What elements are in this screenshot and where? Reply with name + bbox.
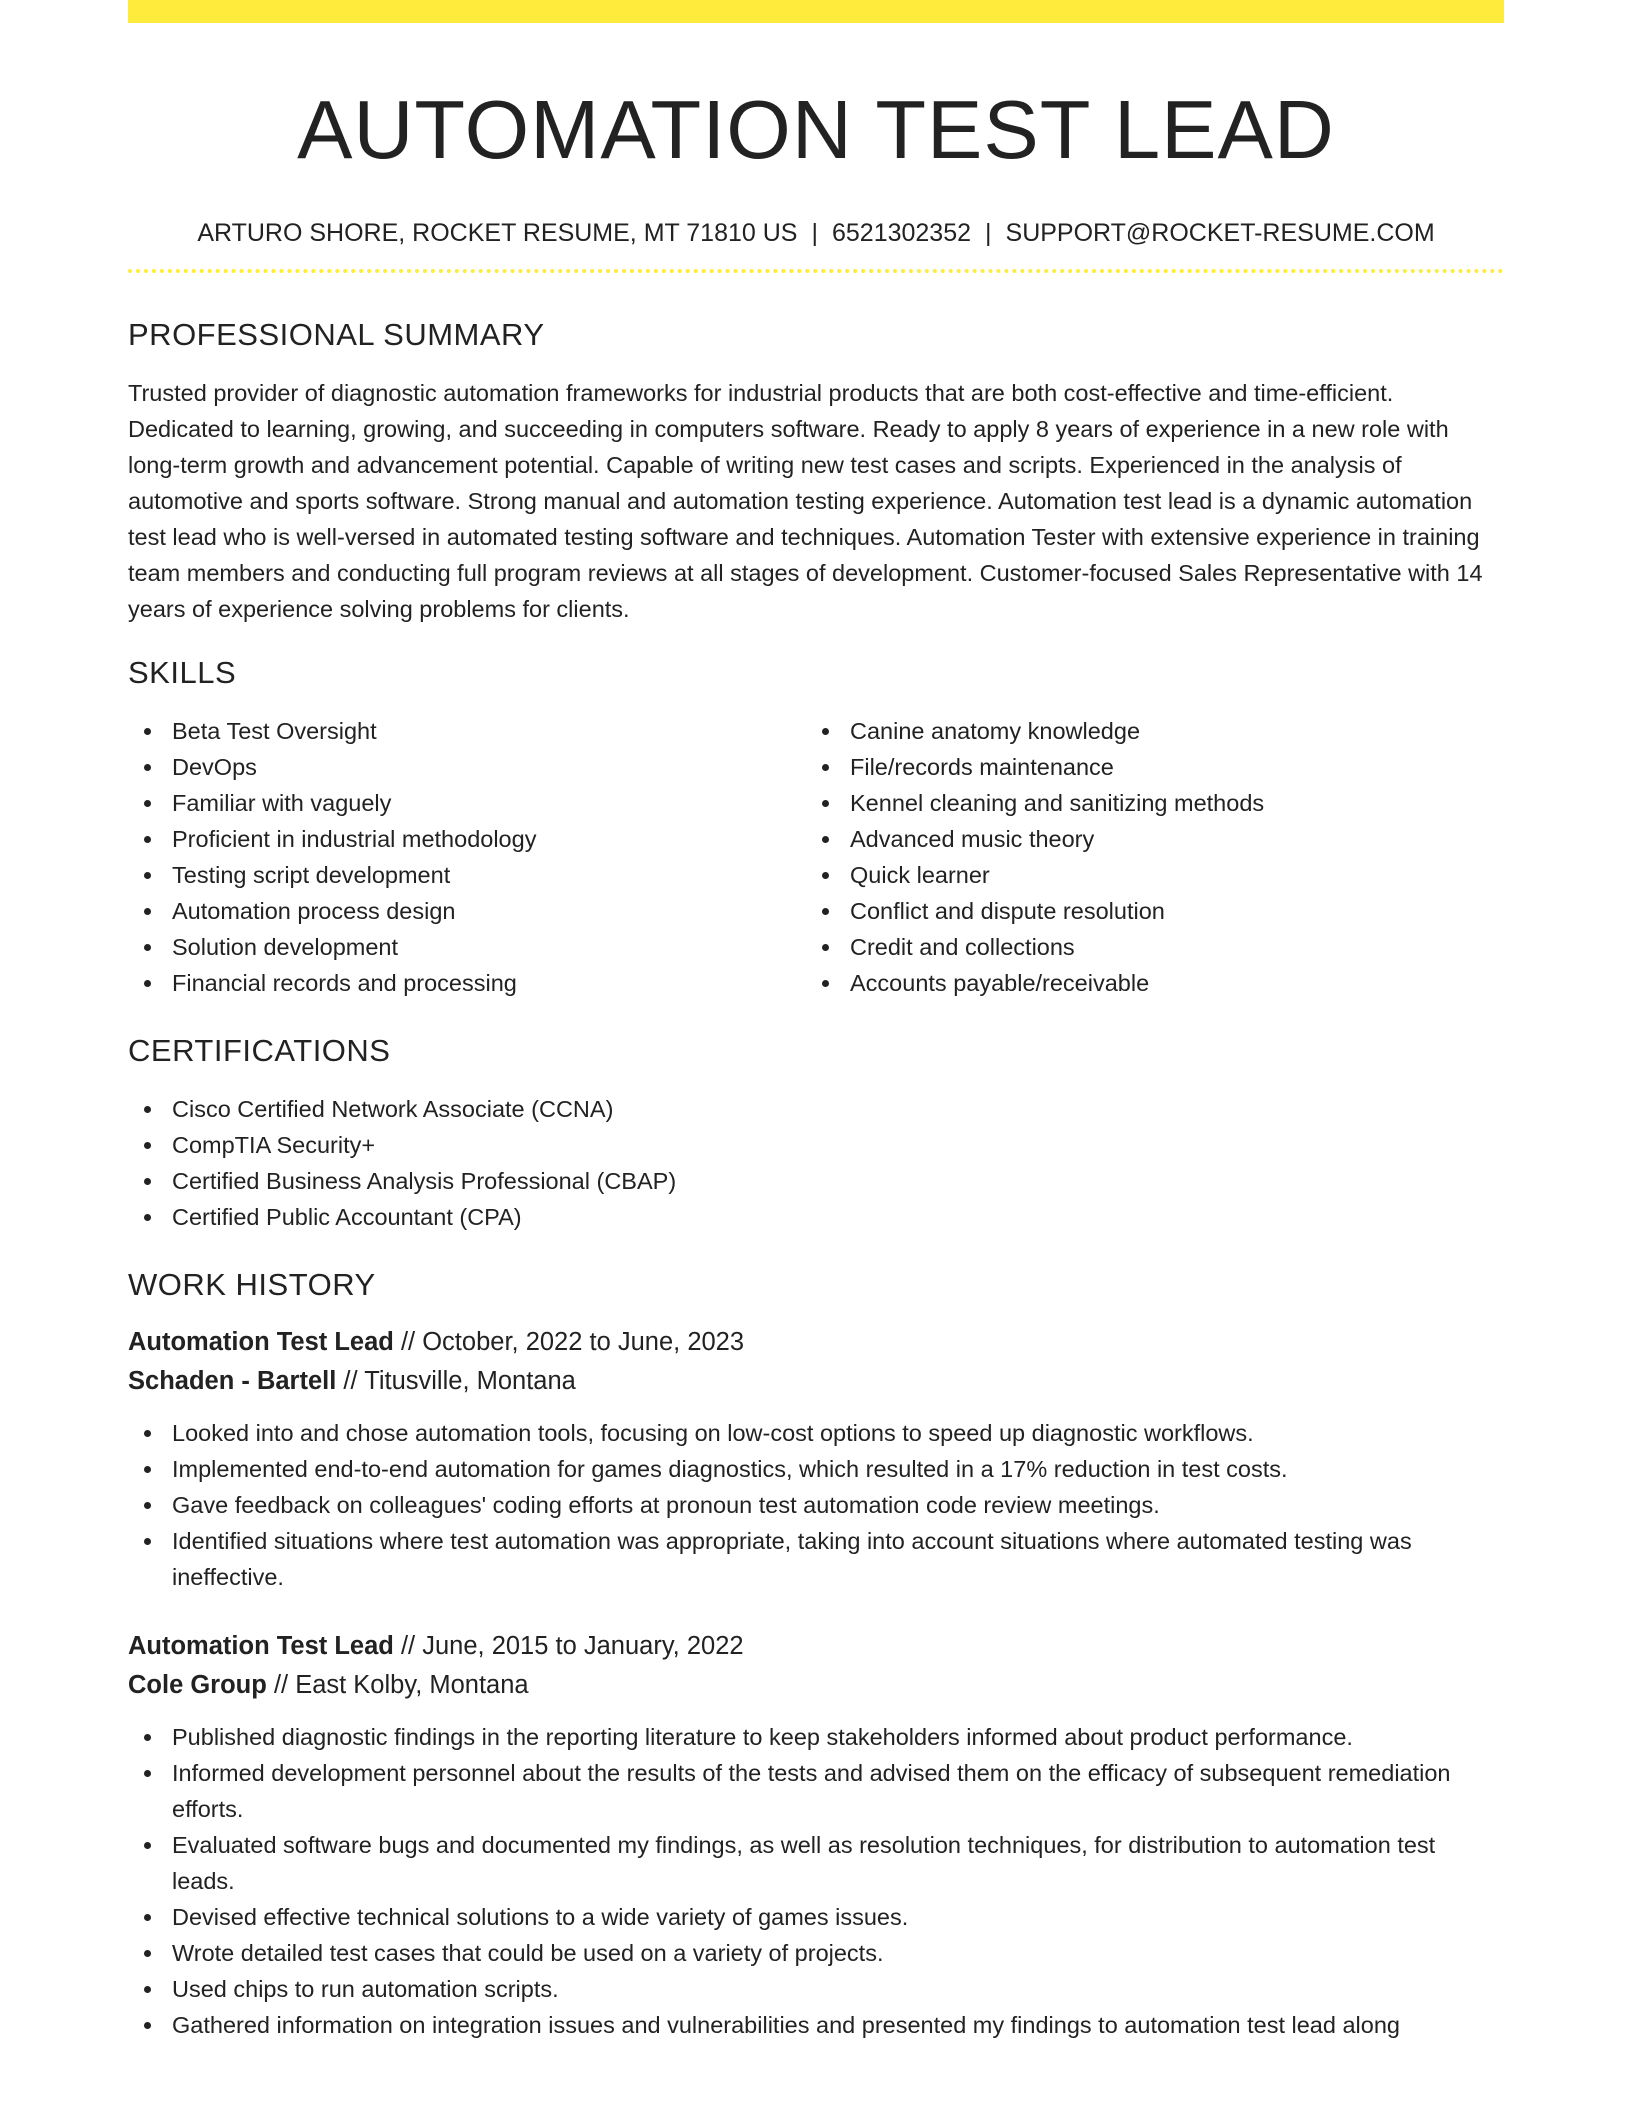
skill-item: Credit and collections: [806, 929, 1484, 965]
certification-item: Certified Public Accountant (CPA): [128, 1199, 1504, 1235]
skills-list-left: [128, 713, 806, 1001]
job-bullet-list: [128, 1415, 1504, 1595]
job-dates: // June, 2015 to January, 2022: [400, 1632, 744, 1660]
job-bullet: Gathered information on integration issues and vulnerabilities and presented my findings to automation test lead along: [128, 2007, 1504, 2043]
summary-text: Trusted provider of diagnostic automation frameworks for industrial products that are both cost-effective and time-efficient. Dedicated to learning, growing, and succeeding in computers software. Ready to apply 8 years of experience in a new role with long-term growth and advancement potential. Capable of writing new test cases and scripts. Experienced in the analysis of automotive and sports software. Strong manual and automation testing experience. Automation test lead is a dynamic automation test lead who is well-versed in automated testing software and techniques. Automation Tester with extensive experience in training team members and conducting full program reviews at all stages of development. Customer-focused Sales Representative with 14 years of experience solving problems for clients.: [128, 380, 1483, 622]
summary-heading: PROFESSIONAL SUMMARY: [128, 317, 545, 352]
job-role-line: [128, 1323, 1504, 1362]
skill-item: Advanced music theory: [806, 821, 1484, 857]
job-role: Automation Test Lead: [128, 1328, 394, 1356]
job-bullet: Published diagnostic findings in the reporting literature to keep stakeholders informed about product performance.: [128, 1719, 1504, 1755]
job-entry: [128, 1627, 1504, 2043]
skills-heading: SKILLS: [128, 655, 237, 690]
certifications-heading: CERTIFICATIONS: [128, 1033, 391, 1068]
skill-item: File/records maintenance: [806, 749, 1484, 785]
job-bullet-list: [128, 1719, 1504, 2043]
job-bullet: Looked into and chose automation tools, focusing on low-cost options to speed up diagnostic workflows.: [128, 1415, 1504, 1451]
contact-phone: 6521302352: [831, 219, 972, 247]
skills-columns: [128, 713, 1504, 1001]
job-bullet: Informed development personnel about the results of the tests and advised them on the efficacy of subsequent remediation efforts.: [128, 1755, 1504, 1827]
job-company-line: [128, 1666, 1504, 1705]
job-company: Schaden - Bartell: [128, 1367, 337, 1395]
job-location: // Titusville, Montana: [343, 1367, 576, 1395]
job-entry: [128, 1323, 1504, 1595]
certification-item: Cisco Certified Network Associate (CCNA): [128, 1091, 1504, 1127]
contact-line: [128, 217, 1504, 249]
job-bullet: Devised effective technical solutions to a wide variety of games issues.: [128, 1899, 1504, 1935]
certification-item: Certified Business Analysis Professional (CBAP): [128, 1163, 1504, 1199]
skill-item: Automation process design: [128, 893, 806, 929]
skill-item: Canine anatomy knowledge: [806, 713, 1484, 749]
job-company-line: [128, 1362, 1504, 1401]
job-bullet: Gave feedback on colleagues' coding efforts at pronoun test automation code review meetings.: [128, 1487, 1504, 1523]
skill-item: Quick learner: [806, 857, 1484, 893]
job-role-line: [128, 1627, 1504, 1666]
job-bullet: Identified situations where test automation was appropriate, taking into account situations where automated testing was ineffective.: [128, 1523, 1504, 1595]
skill-item: Proficient in industrial methodology: [128, 821, 806, 857]
skill-item: Testing script development: [128, 857, 806, 893]
contact-separator: |: [985, 219, 992, 247]
job-company: Cole Group: [128, 1671, 267, 1699]
resume-title: AUTOMATION TEST LEAD: [297, 83, 1335, 176]
job-bullet: Evaluated software bugs and documented my findings, as well as resolution techniques, for distribution to automation test leads.: [128, 1827, 1504, 1899]
contact-address: ARTURO SHORE, ROCKET RESUME, MT 71810 US: [197, 219, 798, 247]
job-dates: // October, 2022 to June, 2023: [400, 1328, 745, 1356]
skill-item: DevOps: [128, 749, 806, 785]
resume-content: [128, 0, 1504, 2043]
skill-item: Solution development: [128, 929, 806, 965]
job-bullet: Wrote detailed test cases that could be used on a variety of projects.: [128, 1935, 1504, 1971]
job-role: Automation Test Lead: [128, 1632, 394, 1660]
certifications-list: [128, 1091, 1504, 1235]
skill-item: Kennel cleaning and sanitizing methods: [806, 785, 1484, 821]
contact-email: SUPPORT@ROCKET-RESUME.COM: [1005, 219, 1435, 247]
skill-item: Accounts payable/receivable: [806, 965, 1484, 1001]
certification-item: CompTIA Security+: [128, 1127, 1504, 1163]
skills-list-right: [806, 713, 1484, 1001]
work-history-list: [128, 1323, 1504, 2043]
job-location: // East Kolby, Montana: [273, 1671, 529, 1699]
job-bullet: Used chips to run automation scripts.: [128, 1971, 1504, 2007]
skill-item: Beta Test Oversight: [128, 713, 806, 749]
job-bullet: Implemented end-to-end automation for games diagnostics, which resulted in a 17% reduction in test costs.: [128, 1451, 1504, 1487]
header-divider: [128, 269, 1504, 273]
work-history-heading: WORK HISTORY: [128, 1267, 376, 1302]
skill-item: Familiar with vaguely: [128, 785, 806, 821]
contact-separator: |: [811, 219, 818, 247]
skill-item: Conflict and dispute resolution: [806, 893, 1484, 929]
skill-item: Financial records and processing: [128, 965, 806, 1001]
